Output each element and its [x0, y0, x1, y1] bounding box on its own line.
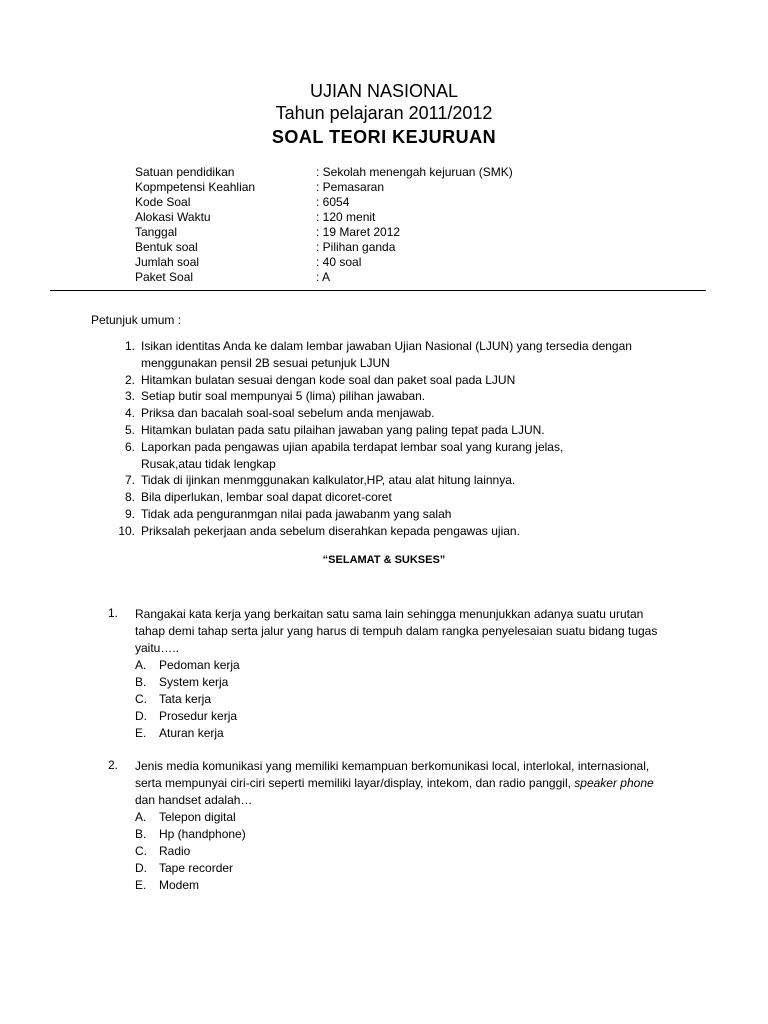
identity-value: : A: [316, 270, 331, 284]
option-letter: B.: [135, 675, 147, 689]
instruction-item: [104, 523, 704, 540]
answer-option[interactable]: [135, 877, 668, 894]
instruction-item: [104, 405, 704, 422]
option-letter: A.: [135, 658, 147, 672]
option-text: Radio: [159, 844, 191, 858]
identity-label: Paket Soal: [135, 270, 194, 284]
option-text: Pedoman kerja: [159, 658, 240, 672]
instruction-item: [104, 472, 704, 489]
instruction-item: [104, 506, 704, 523]
answer-options: [135, 809, 668, 894]
exam-subject: SOAL TEORI KEJURUAN: [271, 127, 497, 147]
option-text: System kerja: [159, 675, 229, 689]
instruction-item: [104, 388, 704, 405]
answer-options: [135, 657, 668, 742]
instructions-list: [104, 338, 704, 540]
identity-row: [135, 255, 655, 270]
instruction-number: 5.: [124, 422, 135, 437]
identity-row: [135, 270, 655, 285]
instruction-text: Bila diperlukan, lembar soal dapat dicoret-coret: [141, 490, 392, 505]
instruction-text: Hitamkan bulatan sesuai dengan kode soal dan paket soal pada LJUN: [141, 372, 516, 387]
identity-row: [135, 165, 655, 180]
identity-label: Kode Soal: [135, 195, 191, 209]
answer-option[interactable]: [135, 674, 668, 691]
identity-value: : Pilihan ganda: [316, 240, 396, 254]
identity-value: : 6054: [316, 195, 350, 209]
identity-label: Jumlah soal: [135, 255, 200, 269]
identity-value: : 40 soal: [316, 255, 362, 269]
answer-option[interactable]: [135, 843, 668, 860]
header-divider: [50, 290, 706, 291]
academic-year: Tahun pelajaran 2011/2012: [275, 103, 493, 123]
question-2: [108, 758, 668, 894]
identity-row: [135, 240, 655, 255]
instruction-item: [104, 372, 704, 389]
option-letter: C.: [135, 844, 147, 858]
instruction-number: 2.: [124, 372, 135, 387]
exam-header: [0, 80, 768, 148]
identity-value: : 120 menit: [316, 210, 376, 224]
identity-table: [135, 165, 655, 285]
instruction-number: 8.: [124, 490, 135, 505]
instruction-number: 9.: [124, 506, 135, 521]
option-letter: E.: [135, 878, 147, 892]
question-text: Rangakai kata kerja yang berkaitan satu sama lain sehingga menunjukkan adanya suatu urutan tahap demi tahap serta jalur yang harus di tempuh dalam rangka penyelesaian suatu bidang tugas yaitu…..: [135, 607, 658, 655]
answer-option[interactable]: [135, 826, 668, 843]
option-letter: E.: [135, 726, 147, 740]
question-text-part: dan handset adalah…: [135, 793, 253, 807]
instruction-number: 3.: [124, 389, 135, 404]
instruction-item: [104, 338, 704, 372]
instruction-item: [104, 489, 704, 506]
identity-row: [135, 180, 655, 195]
answer-option[interactable]: [135, 860, 668, 877]
instructions-title: Petunjuk umum :: [91, 313, 182, 327]
instruction-text: Isikan identitas Anda ke dalam lembar jawaban Ujian Nasional (LJUN) yang tersedia dengan menggunakan pensil 2B sesuai petunjuk LJUN: [141, 339, 632, 370]
instruction-text: Hitamkan bulatan pada satu pilaihan jawaban yang paling tepat pada LJUN.: [141, 422, 545, 437]
identity-row: [135, 195, 655, 210]
question-number: 1.: [108, 606, 119, 620]
option-letter: A.: [135, 810, 147, 824]
instruction-text: Priksalah pekerjaan anda sebelum diserahkan kepada pengawas ujian.: [141, 523, 520, 538]
identity-row: [135, 225, 655, 240]
instruction-item: [104, 439, 704, 473]
identity-row: [135, 210, 655, 225]
instruction-number: 4.: [124, 406, 135, 421]
option-letter: C.: [135, 692, 147, 706]
answer-option[interactable]: [135, 657, 668, 674]
instruction-number: 1.: [124, 339, 135, 353]
instruction-item: [104, 422, 704, 439]
identity-value: : 19 Maret 2012: [316, 225, 401, 239]
option-text: Telepon digital: [159, 810, 236, 824]
identity-label: Kopmpetensi Keahlian: [135, 180, 256, 194]
option-text: Aturan kerja: [159, 726, 224, 740]
answer-option[interactable]: [135, 725, 668, 742]
instruction-number: 10.: [118, 523, 135, 538]
answer-option[interactable]: [135, 691, 668, 708]
identity-label: Tanggal: [135, 225, 178, 239]
instruction-text: Setiap butir soal mempunyai 5 (lima) pilihan jawaban.: [141, 389, 426, 404]
instruction-text: Laporkan pada pengawas ujian apabila terdapat lembar soal yang kurang jelas, Rusak,atau tidak lengkap: [141, 439, 564, 471]
slogan: “SELAMAT & SUKSES”: [322, 554, 446, 566]
instruction-number: 6.: [124, 439, 135, 454]
option-text: Modem: [159, 878, 200, 892]
option-letter: D.: [135, 861, 147, 875]
question-text-part: Jenis media komunikasi yang memiliki kemampuan berkomunikasi local, interlokal, internasional, serta mempunyai ciri-ciri seperti memiliki layar/display, intekom, dan radio panggil,: [135, 759, 650, 790]
question-text-italic: speaker phone: [574, 776, 654, 790]
option-text: Tape recorder: [159, 861, 234, 875]
instruction-text: Tidak ada penguranmgan nilai pada jawabanm yang salah: [141, 506, 452, 521]
exam-title: UJIAN NASIONAL: [309, 81, 459, 101]
option-text: Hp (handphone): [159, 827, 246, 841]
question-text: [135, 758, 668, 809]
option-letter: B.: [135, 827, 147, 841]
identity-value: : Pemasaran: [316, 180, 385, 194]
identity-value: : Sekolah menengah kejuruan (SMK): [316, 165, 513, 179]
option-text: Prosedur kerja: [159, 709, 238, 723]
question-number: 2.: [108, 758, 119, 772]
instruction-text: Priksa dan bacalah soal-soal sebelum anda menjawab.: [141, 406, 435, 421]
option-letter: D.: [135, 709, 147, 723]
identity-label: Alokasi Waktu: [135, 210, 211, 224]
identity-label: Satuan pendidikan: [135, 165, 235, 179]
answer-option[interactable]: [135, 809, 668, 826]
question-1: [108, 606, 668, 742]
answer-option[interactable]: [135, 708, 668, 725]
instruction-text: Tidak di ijinkan menmggunakan kalkulator,HP, atau alat hitung lainnya.: [141, 473, 516, 488]
identity-label: Bentuk soal: [135, 240, 198, 254]
option-text: Tata kerja: [159, 692, 212, 706]
instruction-number: 7.: [124, 473, 135, 488]
